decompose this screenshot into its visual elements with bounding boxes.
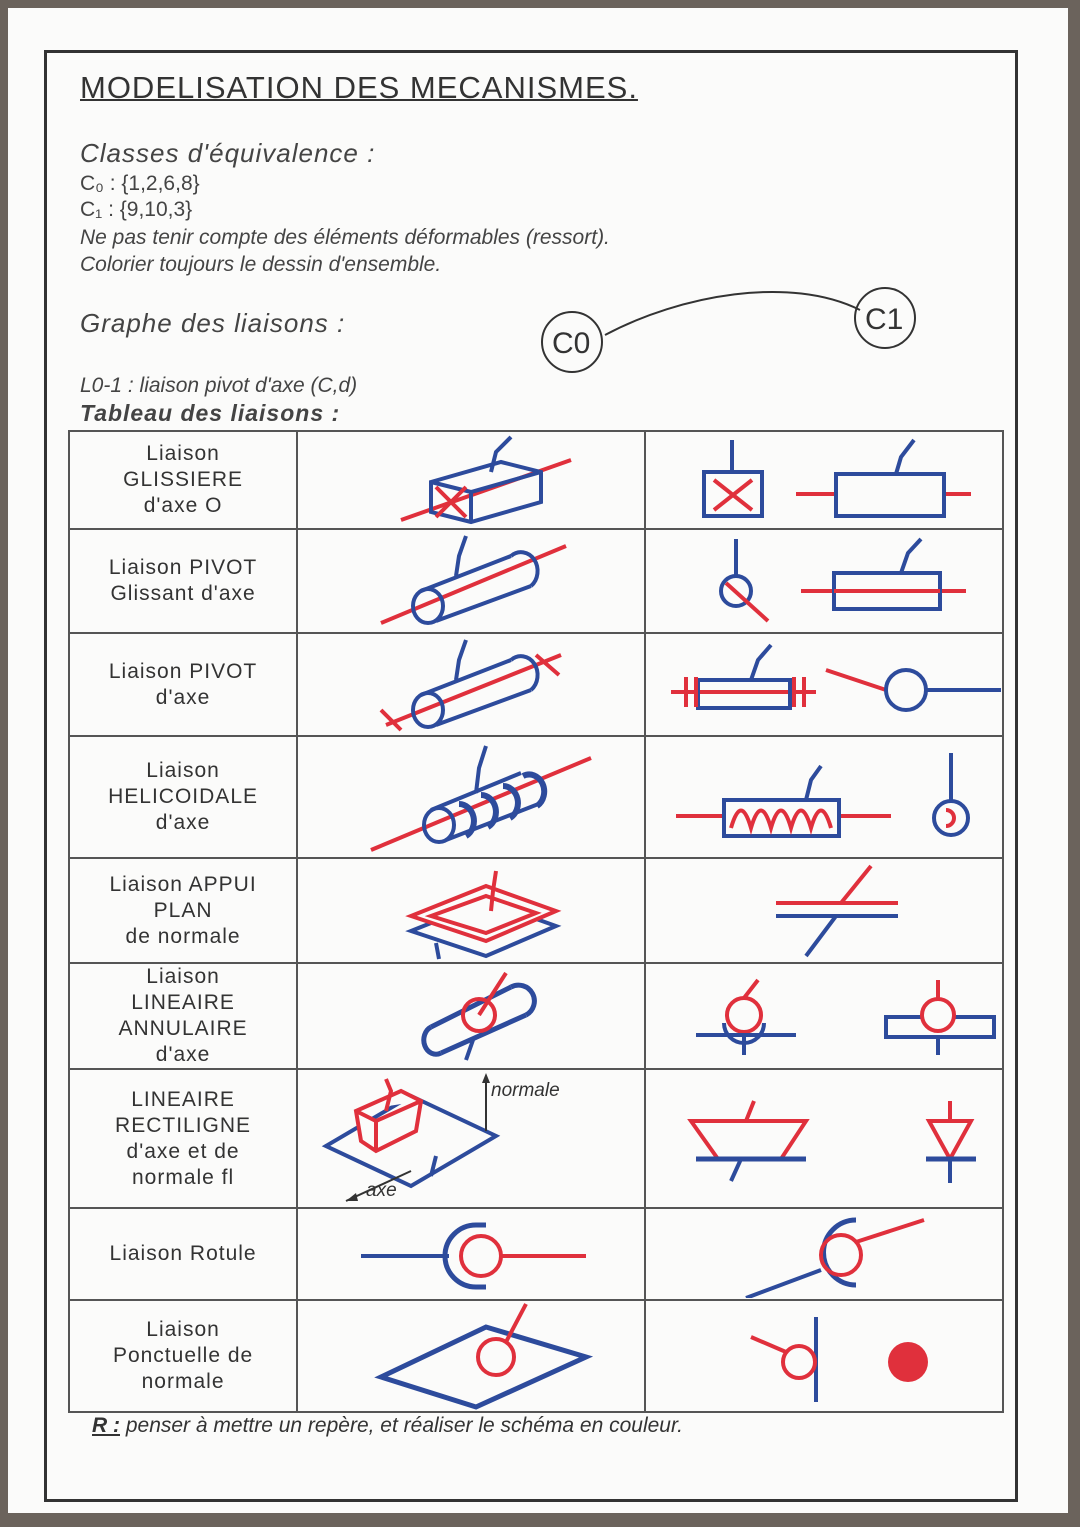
- note-deformable: Ne pas tenir compte des éléments déformables (ressort).: [80, 226, 610, 249]
- table-row-lineaire-annulaire: [69, 963, 1003, 1069]
- page-title: MODELISATION DES MECANISMES.: [80, 70, 638, 105]
- liaison-graph: [530, 285, 930, 375]
- table-row-pivot: [69, 633, 1003, 736]
- rotule-2d-symbol: [646, 1210, 1002, 1298]
- class-c0: C₀ : {1,2,6,8}: [80, 172, 200, 195]
- pivot-glissant-3d-symbol: [301, 531, 641, 631]
- row-label: Liaison Rotule: [69, 1208, 297, 1300]
- axis-label: axe: [366, 1180, 397, 1201]
- row-label: LINEAIRE RECTILIGNE d'axe et de normale fl: [69, 1069, 297, 1208]
- pivot-glissant-2d-symbols: [646, 531, 1002, 631]
- footer-note: R : penser à mettre un repère, et réaliser le schéma en couleur.: [92, 1414, 684, 1437]
- glissiere-2d-symbols: [646, 432, 1002, 528]
- table-row-lineaire-rectiligne: [69, 1069, 1003, 1208]
- contact-point-dot: [888, 1342, 928, 1382]
- link-description: L0-1 : liaison pivot d'axe (C,d): [80, 374, 358, 397]
- rotule-3d-symbol: [301, 1210, 641, 1298]
- table-row-glissiere: [69, 431, 1003, 529]
- appui-plan-3d-symbol: [301, 861, 641, 961]
- helicoidale-3d-symbol: [301, 738, 641, 856]
- lineaire-annulaire-3d-symbol: [301, 965, 641, 1067]
- pivot-3d-symbol: [301, 635, 641, 735]
- lineaire-rectiligne-3d-symbol: [301, 1071, 641, 1206]
- table-row-rotule: [69, 1208, 1003, 1300]
- classes-heading: Classes d'équivalence :: [80, 138, 376, 168]
- lineaire-annulaire-2d-symbols: [646, 965, 1002, 1067]
- ponctuelle-3d-symbol: [301, 1302, 641, 1410]
- normal-label: normale: [491, 1080, 560, 1101]
- note-colour: Colorier toujours le dessin d'ensemble.: [80, 253, 442, 276]
- table-row-ponctuelle: [69, 1300, 1003, 1412]
- graph-heading: Graphe des liaisons :: [80, 308, 346, 338]
- class-c1: C₁ : {9,10,3}: [80, 198, 193, 221]
- ponctuelle-2d-symbols: [646, 1302, 1002, 1410]
- helicoidale-2d-symbols: [646, 738, 1002, 856]
- appui-plan-2d-symbol: [646, 861, 1002, 961]
- lineaire-rectiligne-2d-symbols: [646, 1071, 1002, 1206]
- row-label: Liaison LINEAIRE ANNULAIRE d'axe: [69, 963, 297, 1069]
- pivot-2d-symbols: [646, 635, 1002, 735]
- graph-node-c1-label: C1: [865, 303, 904, 336]
- row-label: Liaison PIVOT d'axe: [69, 633, 297, 736]
- table-row-helicoidale: [69, 736, 1003, 858]
- table-heading: Tableau des liaisons :: [80, 400, 341, 426]
- liaisons-table: [68, 430, 1004, 1413]
- graph-edge: [605, 292, 860, 335]
- row-label: Liaison HELICOIDALE d'axe: [69, 736, 297, 858]
- row-label: Liaison PIVOT Glissant d'axe: [69, 529, 297, 633]
- glissiere-3d-symbol: [301, 432, 641, 528]
- row-label: Liaison Ponctuelle de normale: [69, 1300, 297, 1412]
- table-row-appui-plan: [69, 858, 1003, 963]
- table-row-pivot-glissant: [69, 529, 1003, 633]
- graph-node-c0-label: C0: [552, 327, 591, 360]
- row-label: Liaison APPUI PLAN de normale: [69, 858, 297, 963]
- row-label: Liaison GLISSIERE d'axe O: [69, 431, 297, 529]
